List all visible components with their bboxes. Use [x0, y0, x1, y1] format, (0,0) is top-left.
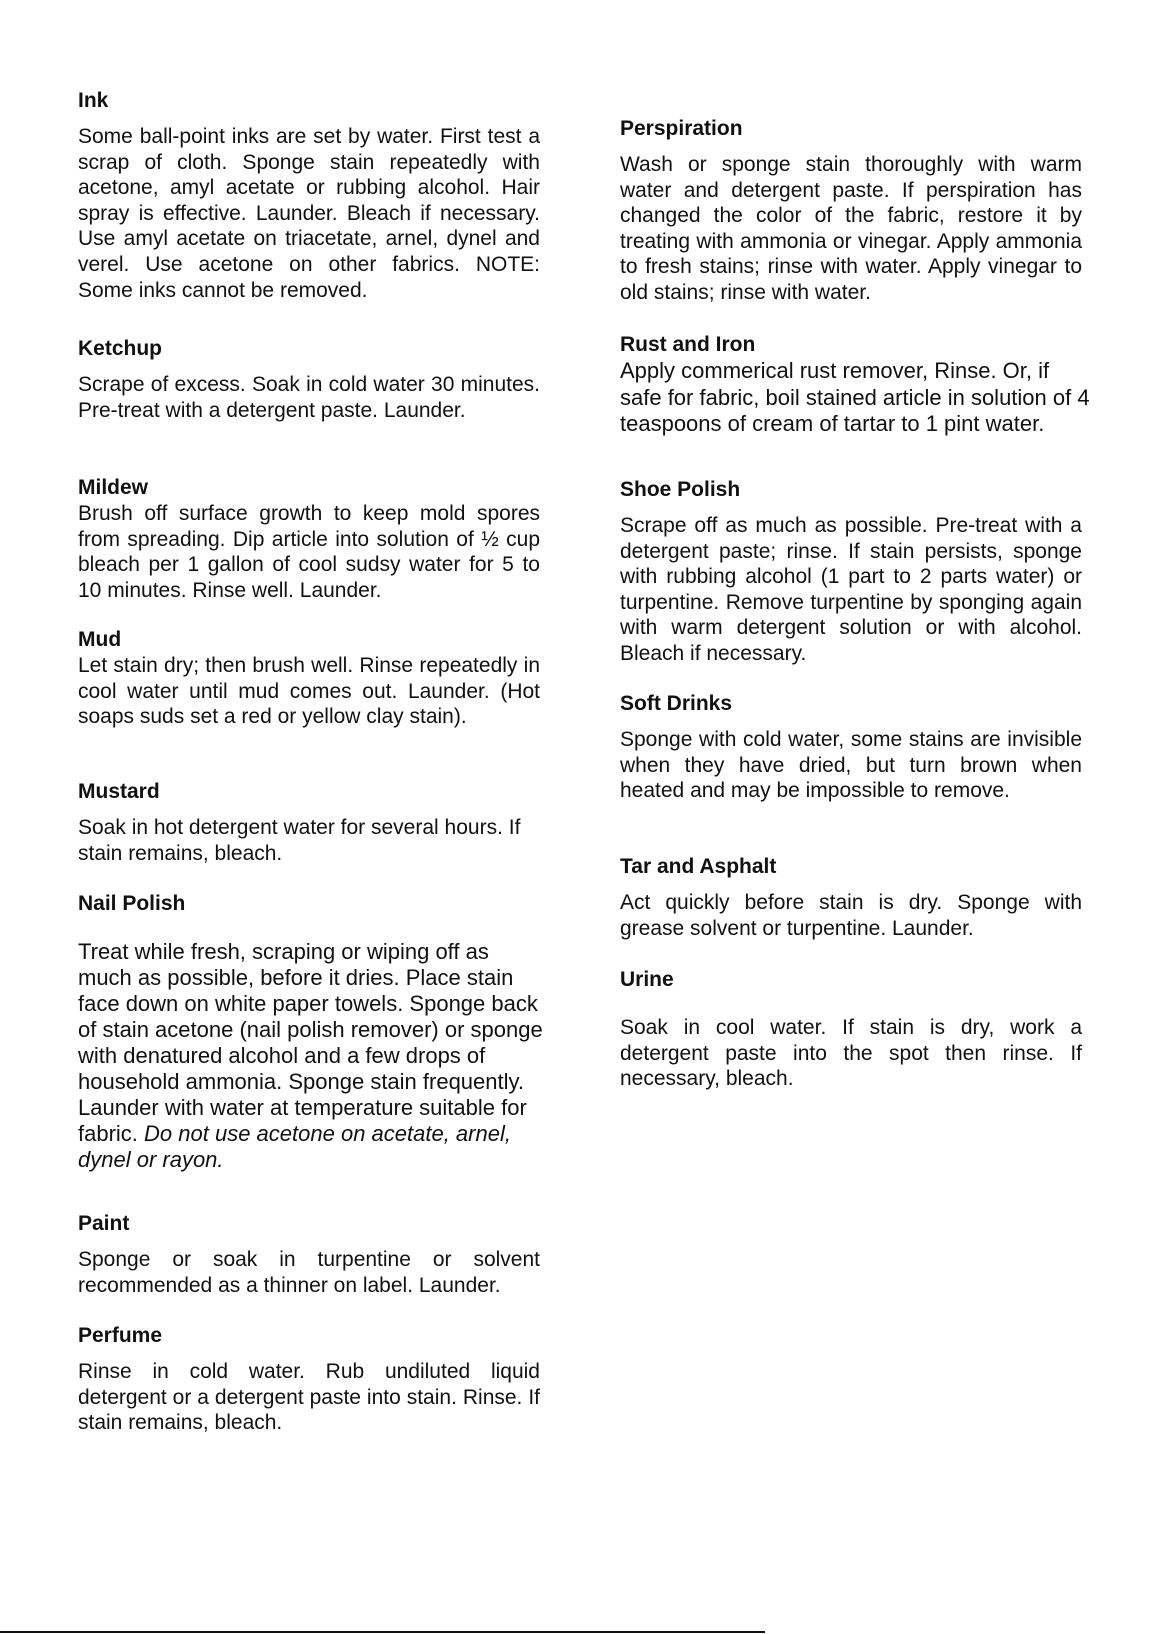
- section-text: Brush off surface growth to keep mold spores from spreading. Dip article into solution of ½ cup bleach per 1 gallon of cool sudsy water for 5 to 10 minutes. Rinse well. Launder.: [78, 502, 540, 602]
- section-heading: Shoe Polish: [620, 478, 741, 501]
- section-text: [78, 939, 548, 1173]
- section-text: Let stain dry; then brush well. Rinse repeatedly in cool water until mud comes out. Launder. (Hot soaps suds set a red or yellow clay stain).: [78, 654, 540, 729]
- section-text: Wash or sponge stain thoroughly with warm water and detergent paste. If perspiration has changed the color of the fabric, restore it by treating with ammonia or vinegar. Apply ammonia to fresh stains; rinse with water. Apply vinegar to old stains; rinse with water.: [620, 153, 1082, 304]
- section-text: Sponge with cold water, some stains are invisible when they have dried, but turn brown when heated and may be impossible to remove.: [620, 728, 1082, 803]
- section-heading: Paint: [78, 1212, 130, 1235]
- section-heading: Nail Polish: [78, 892, 186, 915]
- section-text: Act quickly before stain is dry. Sponge with grease solvent or turpentine. Launder.: [620, 891, 1082, 940]
- section-heading: Mud: [78, 628, 122, 651]
- section-perspiration: [620, 116, 1082, 306]
- section-text: Scrape of excess. Soak in cold water 30 minutes. Pre-treat with a detergent paste. Launder.: [78, 373, 540, 422]
- section-tar-asphalt: [620, 854, 1082, 941]
- section-shoe-polish: [620, 477, 1082, 667]
- section-heading: Rust and Iron: [620, 333, 756, 356]
- section-rust-iron: [620, 332, 1090, 438]
- section-heading: Tar and Asphalt: [620, 855, 777, 878]
- nail-polish-warning: Do not use acetone on acetate, arnel, dynel or rayon.: [78, 1121, 511, 1172]
- section-perfume: [78, 1323, 540, 1436]
- section-heading: Mildew: [78, 476, 149, 499]
- section-heading: Urine: [620, 968, 674, 991]
- section-heading: Perfume: [78, 1324, 163, 1347]
- section-nail-polish: [78, 891, 543, 1173]
- section-mildew: [78, 475, 540, 603]
- section-text: Scrape off as much as possible. Pre-treat with a detergent paste; rinse. If stain persists, sponge with rubbing alcohol (1 part to 2 parts water) or turpentine. Remove turpentine by sponging again with warm detergent solution or with alcohol. Bleach if necessary.: [620, 514, 1082, 665]
- section-heading: Ketchup: [78, 337, 162, 360]
- section-ketchup: [78, 336, 540, 423]
- section-ink: [78, 88, 540, 303]
- section-mustard: [78, 779, 540, 866]
- section-text: Soak in hot detergent water for several hours. If stain remains, bleach.: [78, 816, 521, 865]
- footer-rule: [0, 1631, 765, 1633]
- section-text: Rinse in cold water. Rub undiluted liquid detergent or a detergent paste into stain. Rinse. If stain remains, bleach.: [78, 1360, 540, 1435]
- nail-polish-text: Treat while fresh, scraping or wiping off as much as possible, before it dries. Place stain face down on white paper towels. Sponge back of stain acetone (nail polish remover) or sponge with denatured alcohol and a few drops of household ammonia. Sponge stain frequently. Launder with water at temperature suitable for fabric.: [78, 939, 543, 1146]
- section-urine: [620, 967, 1082, 1092]
- section-heading: Perspiration: [620, 117, 743, 140]
- section-paint: [78, 1211, 540, 1298]
- section-heading: Ink: [78, 89, 109, 112]
- section-heading: Soft Drinks: [620, 692, 733, 715]
- section-text: Soak in cool water. If stain is dry, work a detergent paste into the spot then rinse. If necessary, bleach.: [620, 1016, 1082, 1091]
- section-text: Some ball-point inks are set by water. First test a scrap of cloth. Sponge stain repeatedly with acetone, amyl acetate or rubbing alcohol. Hair spray is effective. Launder. Bleach if necessary. Use amyl acetate on triacetate, arnel, dynel and verel. Use acetone on other fabrics. NOTE: Some inks cannot be removed.: [78, 125, 540, 302]
- section-text: Sponge or soak in turpentine or solvent recommended as a thinner on label. Launder.: [78, 1248, 540, 1297]
- section-text: Apply commerical rust remover, Rinse. Or, if safe for fabric, boil stained article in solution of 4 teaspoons of cream of tartar to 1 pint water.: [620, 358, 1090, 436]
- section-heading: Mustard: [78, 780, 160, 803]
- section-mud: [78, 627, 540, 730]
- section-soft-drinks: [620, 691, 1082, 804]
